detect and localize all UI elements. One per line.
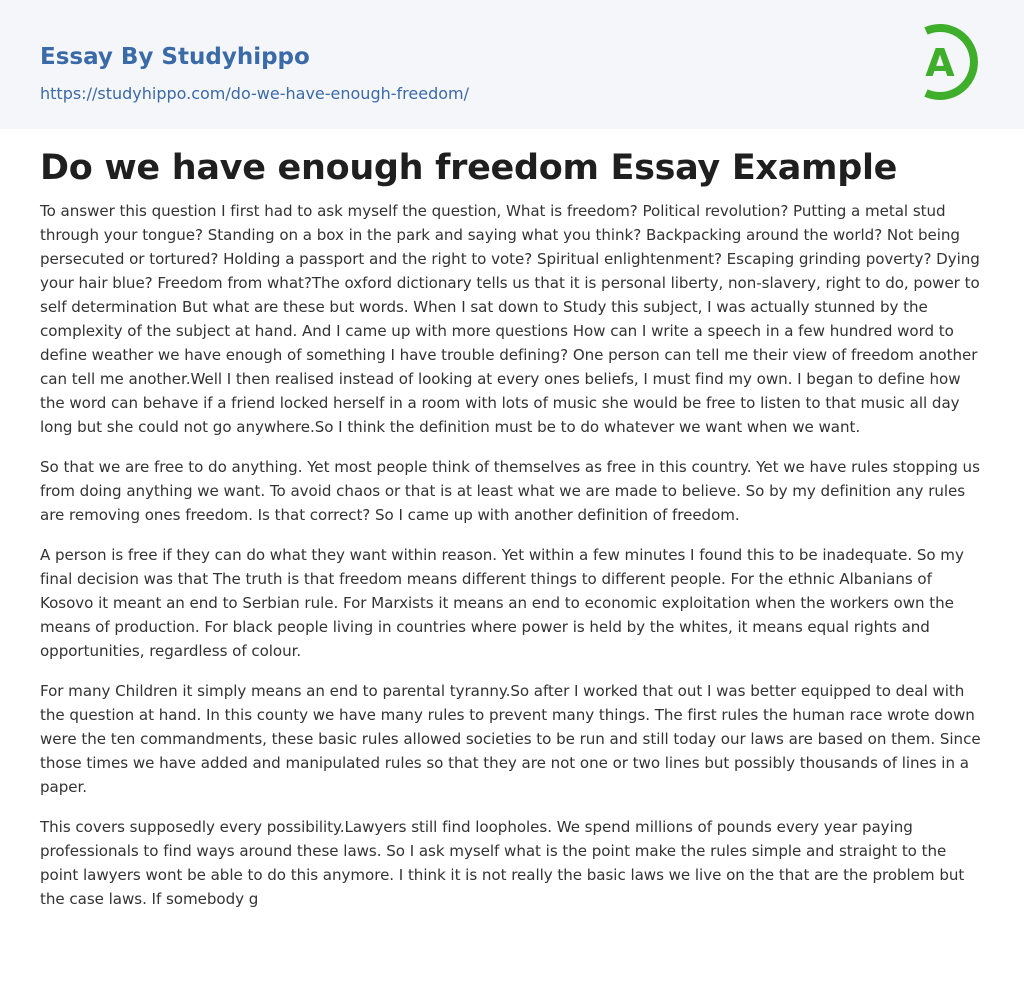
article-paragraph: A person is free if they can do what they want within reason. Yet within a few minutes I found this to be inadequate. So my final decision was that The truth is that freedom means different things to different people. For the ethnic Albanians of Kosovo it meant an end to Serbian rule. For Marxists it means an end to economic exploitation when the workers own the means of production. For black people living in countries where power is held by the whites, it means equal rights and opportunities, regardless of colour. [40,546,964,660]
source-url-link[interactable]: https://studyhippo.com/do-we-have-enough-freedom/ [40,84,469,103]
article-paragraph: To answer this question I first had to ask myself the question, What is freedom? Political revolution? Putting a metal stud through your tongue? Standing on a box in the park and saying what you think? Backpacking around the world? Not being persecuted or tortured? Holding a passport and the right to vote? Spiritual enlightenment? Escaping grinding poverty? Dying your hair blue? Freedom from what?The oxford dictionary tells us that it is personal liberty, non-slavery, right to do, power to self determination But what are these but words. When I sat down to Study this subject, I was actually stunned by the complexity of the subject at hand. And I came up with more questions How can I write a speech in a few hundred word to define weather we have enough of something I have trouble defining? One person can tell me their view of freedom another can tell me another.Well I then realised instead of looking at every ones beliefs, I must find my own. I began to define how the word can behave if a friend locked herself in a room with lots of music she would be free to listen to that music all day long but she could not go anywhere.So I think the definition must be to do whatever we want when we want. [40,202,980,436]
studyhippo-logo-icon[interactable] [912,18,988,106]
article [40,143,984,927]
site-header [0,0,1024,129]
article-paragraph: This covers supposedly every possibility.Lawyers still find loopholes. We spend millions of pounds every year paying professionals to find ways around these laws. So I ask myself what is the point make the rules simple and straight to the point lawyers wont be able to do this anymore. I think it is not really the basic laws we live on the that are the problem but the case laws. If somebody g [40,818,965,908]
article-paragraph: So that we are free to do anything. Yet most people think of themselves as free in this country. Yet we have rules stopping us from doing anything we want. To avoid chaos or that is at least what we are made to believe. So by my definition any rules are removing ones freedom. Is that correct? So I came up with another definition of freedom. [40,458,980,524]
site-brand[interactable]: Essay By Studyhippo [40,44,310,70]
article-paragraph: For many Children it simply means an end to parental tyranny.So after I worked that out I was better equipped to deal with the question at hand. In this county we have many rules to prevent many things. The first rules the human race wrote down were the ten commandments, these basic rules allowed societies to be run and still today our laws are based on them. Since those times we have added and manipulated rules so that they are not one or two lines but possibly thousands of lines in a paper. [40,682,981,796]
logo-letter: A [925,41,955,85]
article-title: Do we have enough freedom Essay Example [40,148,898,188]
